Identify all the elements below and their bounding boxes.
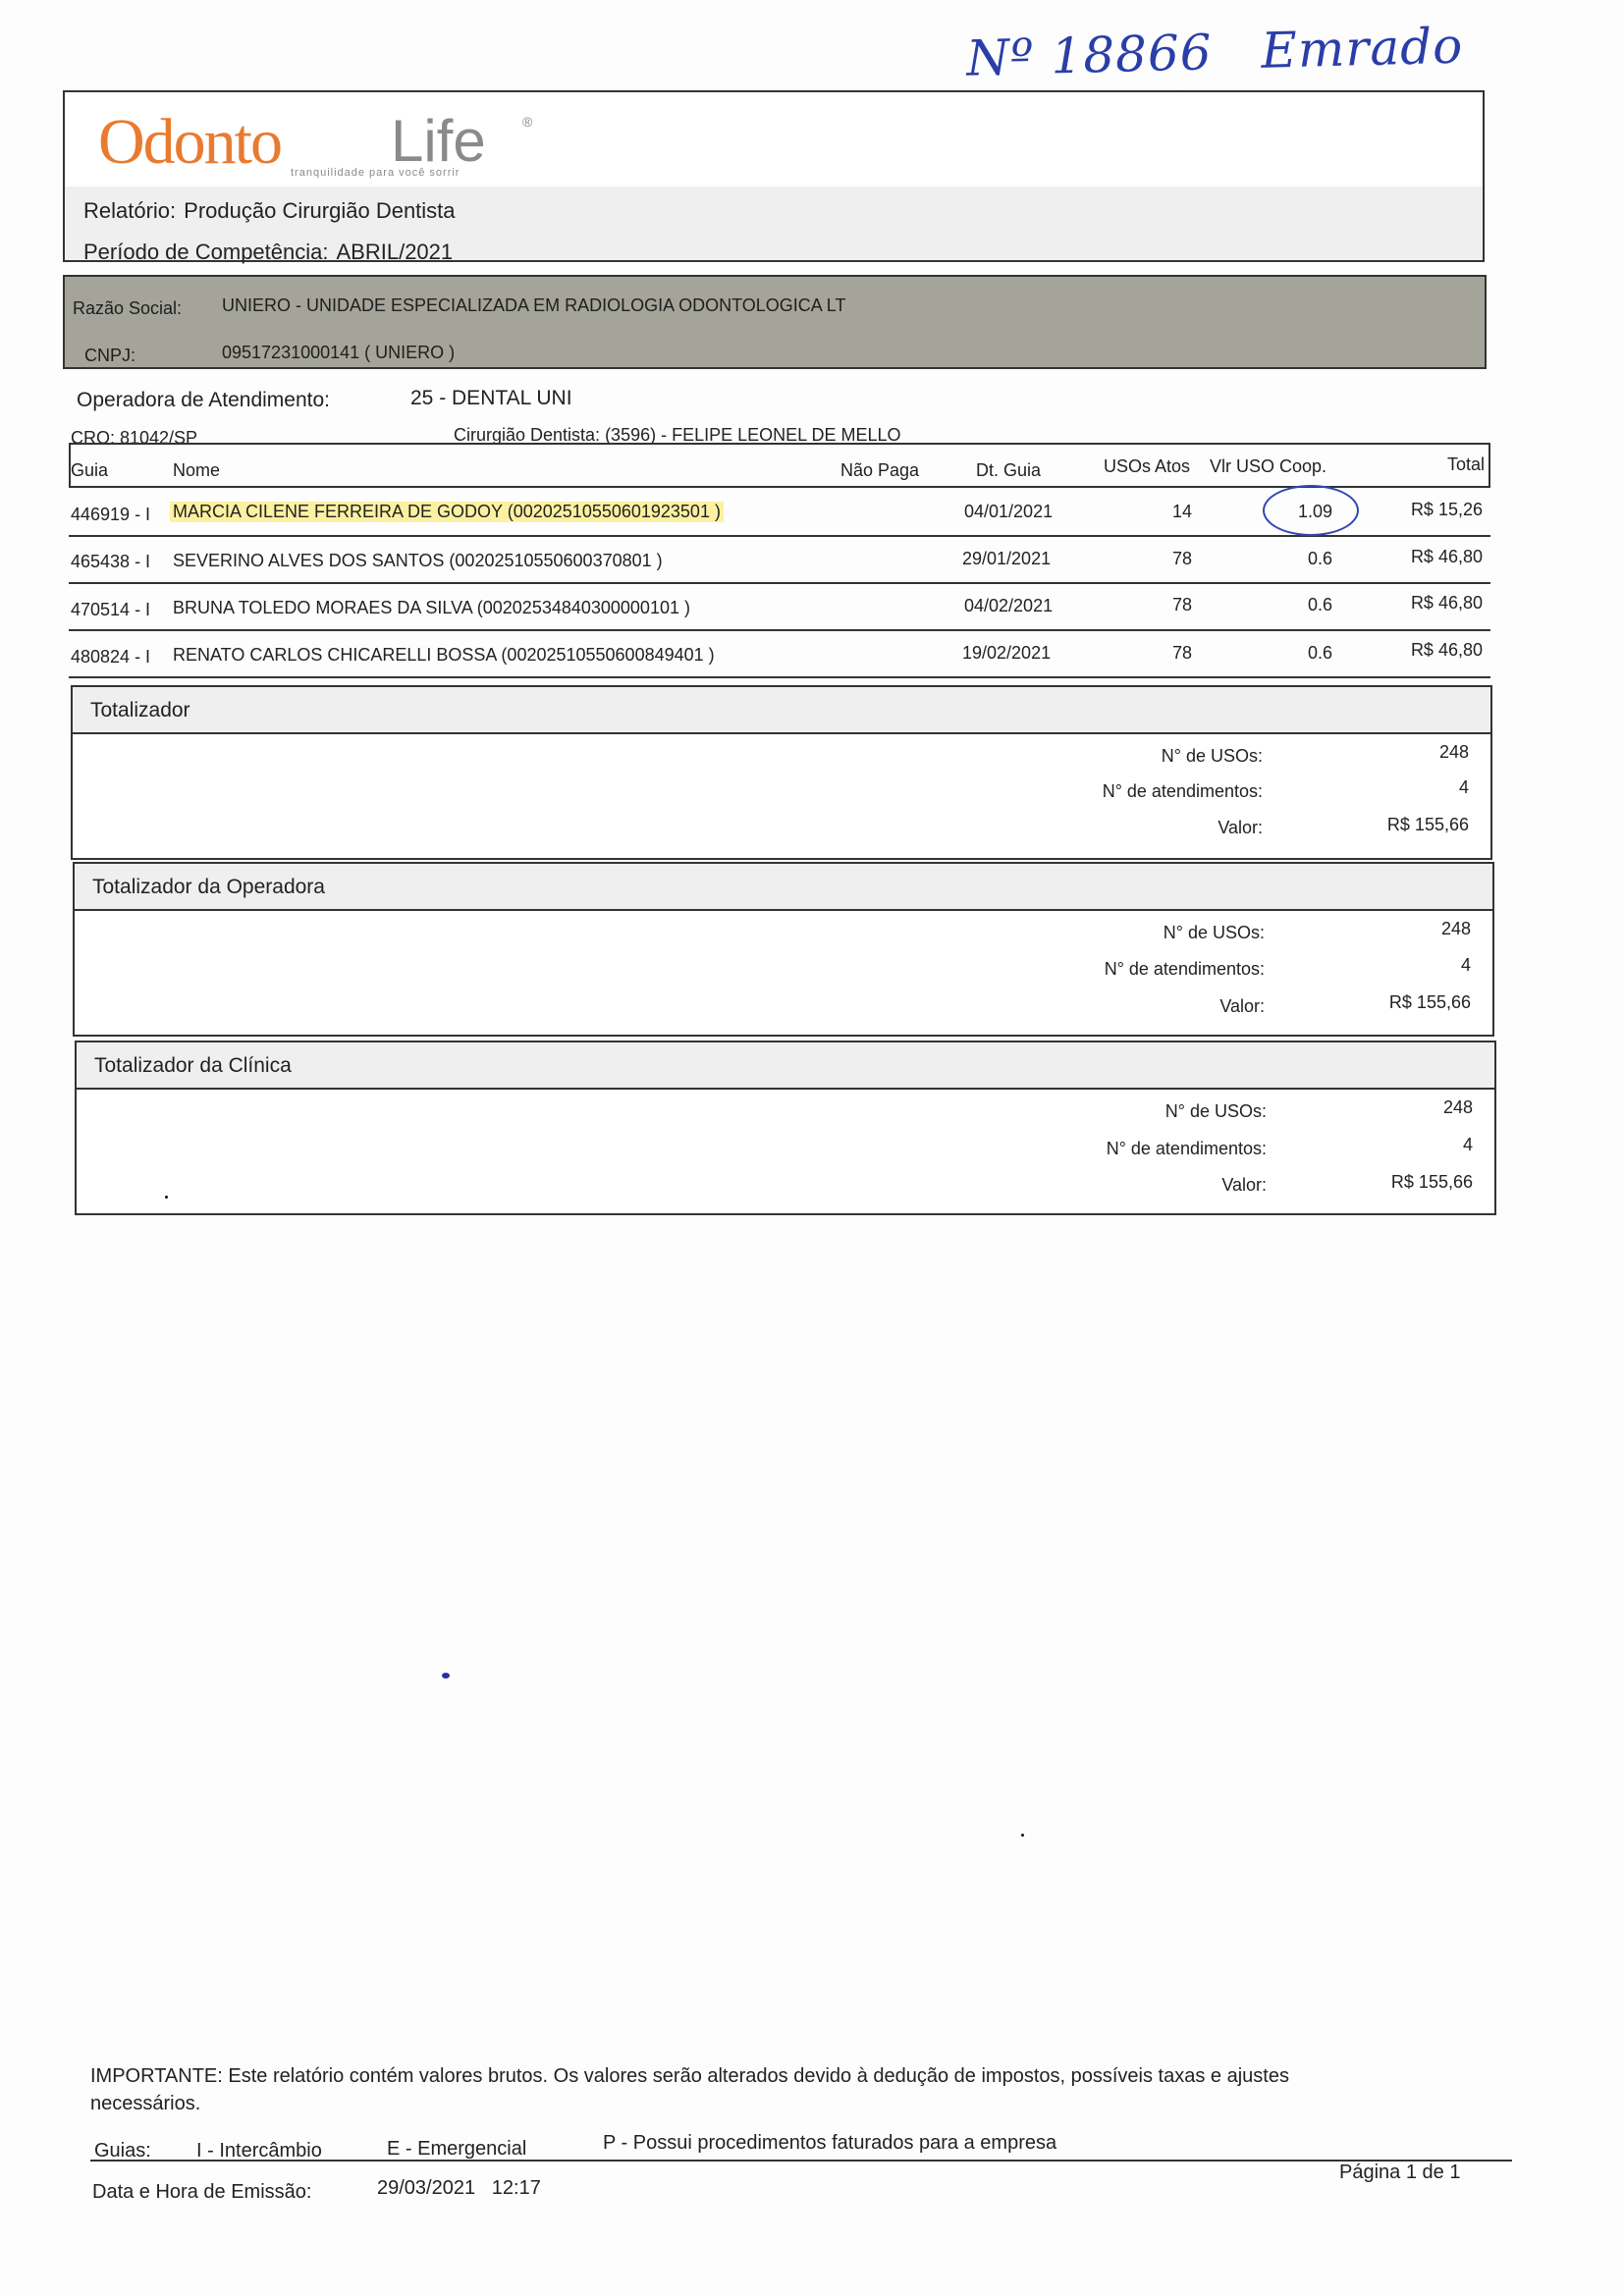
col-nome: Nome (173, 460, 221, 480)
col-vlr-uso-coop: Vlr USO Coop. (1210, 456, 1327, 476)
usos-label: N° de USOs: (1161, 746, 1263, 766)
logo-tagline: tranquilidade para você sorrir (291, 167, 460, 179)
cnpj-label: CNPJ: (84, 346, 136, 365)
row-guia: 446919 - I (71, 505, 151, 524)
usos-label: N° de USOs: (1163, 923, 1265, 942)
periodo-label: Período de Competência: (83, 240, 329, 264)
usos-label: N° de USOs: (1164, 1101, 1267, 1121)
report-info-band (65, 187, 1483, 264)
relatorio-label: Relatório: (83, 198, 177, 223)
row-guia: 470514 - I (71, 600, 151, 619)
table-row (69, 631, 1490, 678)
row-total: R$ 46,80 (1410, 593, 1483, 613)
row-guia: 465438 - I (71, 552, 151, 571)
row-guia: 480824 - I (71, 647, 151, 667)
registered-mark: ® (522, 114, 533, 130)
row-usos: 14 (1172, 502, 1193, 521)
col-guia: Guia (71, 460, 109, 480)
atendimentos-label: N° de atendimentos: (1104, 959, 1265, 979)
row-dt-guia: 19/02/2021 (962, 643, 1052, 663)
totalizador-clinica-title-bar (77, 1042, 1494, 1090)
scan-speck (1021, 1834, 1024, 1837)
col-total: Total (1446, 454, 1485, 474)
valor-label: Valor: (1221, 1175, 1267, 1195)
cnpj-value: 09517231000141 ( UNIERO ) (222, 343, 456, 362)
footer-rule (90, 2160, 1512, 2162)
col-nao-paga: Não Paga (840, 460, 920, 480)
cirurgiao-dentista: Cirurgião Dentista: (3596) - FELIPE LEONEL DE MELLO (454, 425, 901, 445)
legend-faturados: P - Possui procedimentos faturados para a empresa (603, 2132, 1057, 2154)
company-box (63, 275, 1487, 369)
row-vlr-uso: 0.6 (1308, 595, 1333, 614)
report-header (63, 90, 1485, 262)
col-usos-atos: USOs Atos (1104, 456, 1191, 476)
logo-brand-odonto: Odonto (98, 106, 281, 178)
operadora-value: 25 - DENTAL UNI (410, 387, 572, 409)
valor-value: R$ 155,66 (1390, 1172, 1473, 1192)
cro: CRO: 81042/SP (71, 428, 198, 448)
atendimentos-label: N° de atendimentos: (1102, 781, 1263, 801)
row-vlr-uso: 0.6 (1308, 643, 1333, 663)
periodo-value: ABRIL/2021 (336, 240, 454, 264)
scan-speck (165, 1196, 168, 1199)
row-vlr-uso: 0.6 (1308, 549, 1333, 568)
emissao-value: 29/03/2021 12:17 (377, 2177, 541, 2199)
row-rule (69, 676, 1490, 678)
row-total: R$ 15,26 (1410, 500, 1483, 519)
guias-table (69, 443, 1490, 676)
row-usos: 78 (1172, 595, 1193, 614)
row-vlr-uso: 1.09 (1298, 502, 1333, 521)
totalizador-clinica-title: Totalizador da Clínica (94, 1054, 292, 1077)
table-right-rule (1489, 443, 1490, 488)
totalizador-box (71, 685, 1492, 860)
valor-value: R$ 155,66 (1388, 992, 1471, 1012)
handwritten-circle (1263, 485, 1359, 536)
razao-social-label: Razão Social: (73, 298, 183, 318)
importante-text: IMPORTANTE: Este relatório contém valores brutos. Os valores serão alterados devido à dedução de impostos, possíveis taxas e ajustes (90, 2065, 1289, 2087)
table-top-rule (69, 443, 1490, 445)
row-dt-guia: 04/02/2021 (964, 596, 1054, 615)
usos-value: 248 (1440, 919, 1471, 938)
pagina: Página 1 de 1 (1339, 2162, 1461, 2183)
handwritten-number: Nº 18866 (965, 24, 1214, 87)
relatorio-value: Produção Cirurgião Dentista (184, 198, 456, 223)
handwritten-date: Emrado (1260, 17, 1464, 80)
periodo-line (83, 240, 453, 265)
valor-label: Valor: (1219, 996, 1265, 1016)
logo-brand-life: Life (391, 108, 486, 174)
row-usos: 78 (1172, 643, 1193, 663)
atendimentos-value: 4 (1458, 777, 1469, 797)
razao-social-value: UNIERO - UNIDADE ESPECIALIZADA EM RADIOLOGIA ODONTOLOGICA LT (222, 295, 846, 315)
table-header-rule (69, 486, 1490, 488)
totalizador-operadora-title: Totalizador da Operadora (92, 876, 325, 898)
legend-intercambio: I - Intercâmbio (196, 2140, 322, 2162)
totalizador-operadora-title-bar (75, 864, 1492, 911)
importante-text-cont: necessários. (90, 2093, 201, 2114)
operadora-line (77, 387, 572, 412)
col-dt-guia: Dt. Guia (976, 460, 1042, 480)
row-nome: BRUNA TOLEDO MORAES DA SILVA (00202534840300000101 ) (173, 598, 690, 617)
legend-emergencial: E - Emergencial (387, 2138, 527, 2160)
table-row (69, 537, 1490, 584)
valor-label: Valor: (1218, 818, 1263, 837)
atendimentos-value: 4 (1462, 1135, 1473, 1154)
logo-area (65, 92, 1483, 188)
row-total: R$ 46,80 (1410, 640, 1483, 660)
valor-value: R$ 155,66 (1386, 815, 1469, 834)
atendimentos-value: 4 (1460, 955, 1471, 975)
operadora-label: Operadora de Atendimento: (77, 389, 331, 411)
atendimentos-label: N° de atendimentos: (1106, 1139, 1267, 1158)
row-total: R$ 46,80 (1410, 547, 1483, 566)
odontolife-logo (98, 106, 560, 181)
emissao-label: Data e Hora de Emissão: (92, 2181, 312, 2203)
row-usos: 78 (1172, 549, 1193, 568)
totalizador-title-bar (73, 687, 1490, 734)
row-nome: SEVERINO ALVES DOS SANTOS (00202510550600370801 ) (173, 551, 663, 570)
guias-legend-label: Guias: (94, 2140, 151, 2162)
totalizador-clinica-box (75, 1041, 1496, 1215)
relatorio-line (83, 198, 456, 224)
table-row (69, 584, 1490, 631)
usos-value: 248 (1442, 1097, 1473, 1117)
scan-speck (442, 1673, 450, 1679)
usos-value: 248 (1438, 742, 1469, 762)
row-dt-guia: 29/01/2021 (962, 549, 1052, 568)
row-dt-guia: 04/01/2021 (964, 502, 1054, 521)
row-nome-highlighted: MARCIA CILENE FERREIRA DE GODOY (00202510550601923501 ) (170, 502, 724, 522)
totalizador-operadora-box (73, 862, 1494, 1037)
totalizador-title: Totalizador (90, 699, 190, 721)
row-nome: RENATO CARLOS CHICARELLI BOSSA (00202510550600849401 ) (173, 645, 715, 665)
